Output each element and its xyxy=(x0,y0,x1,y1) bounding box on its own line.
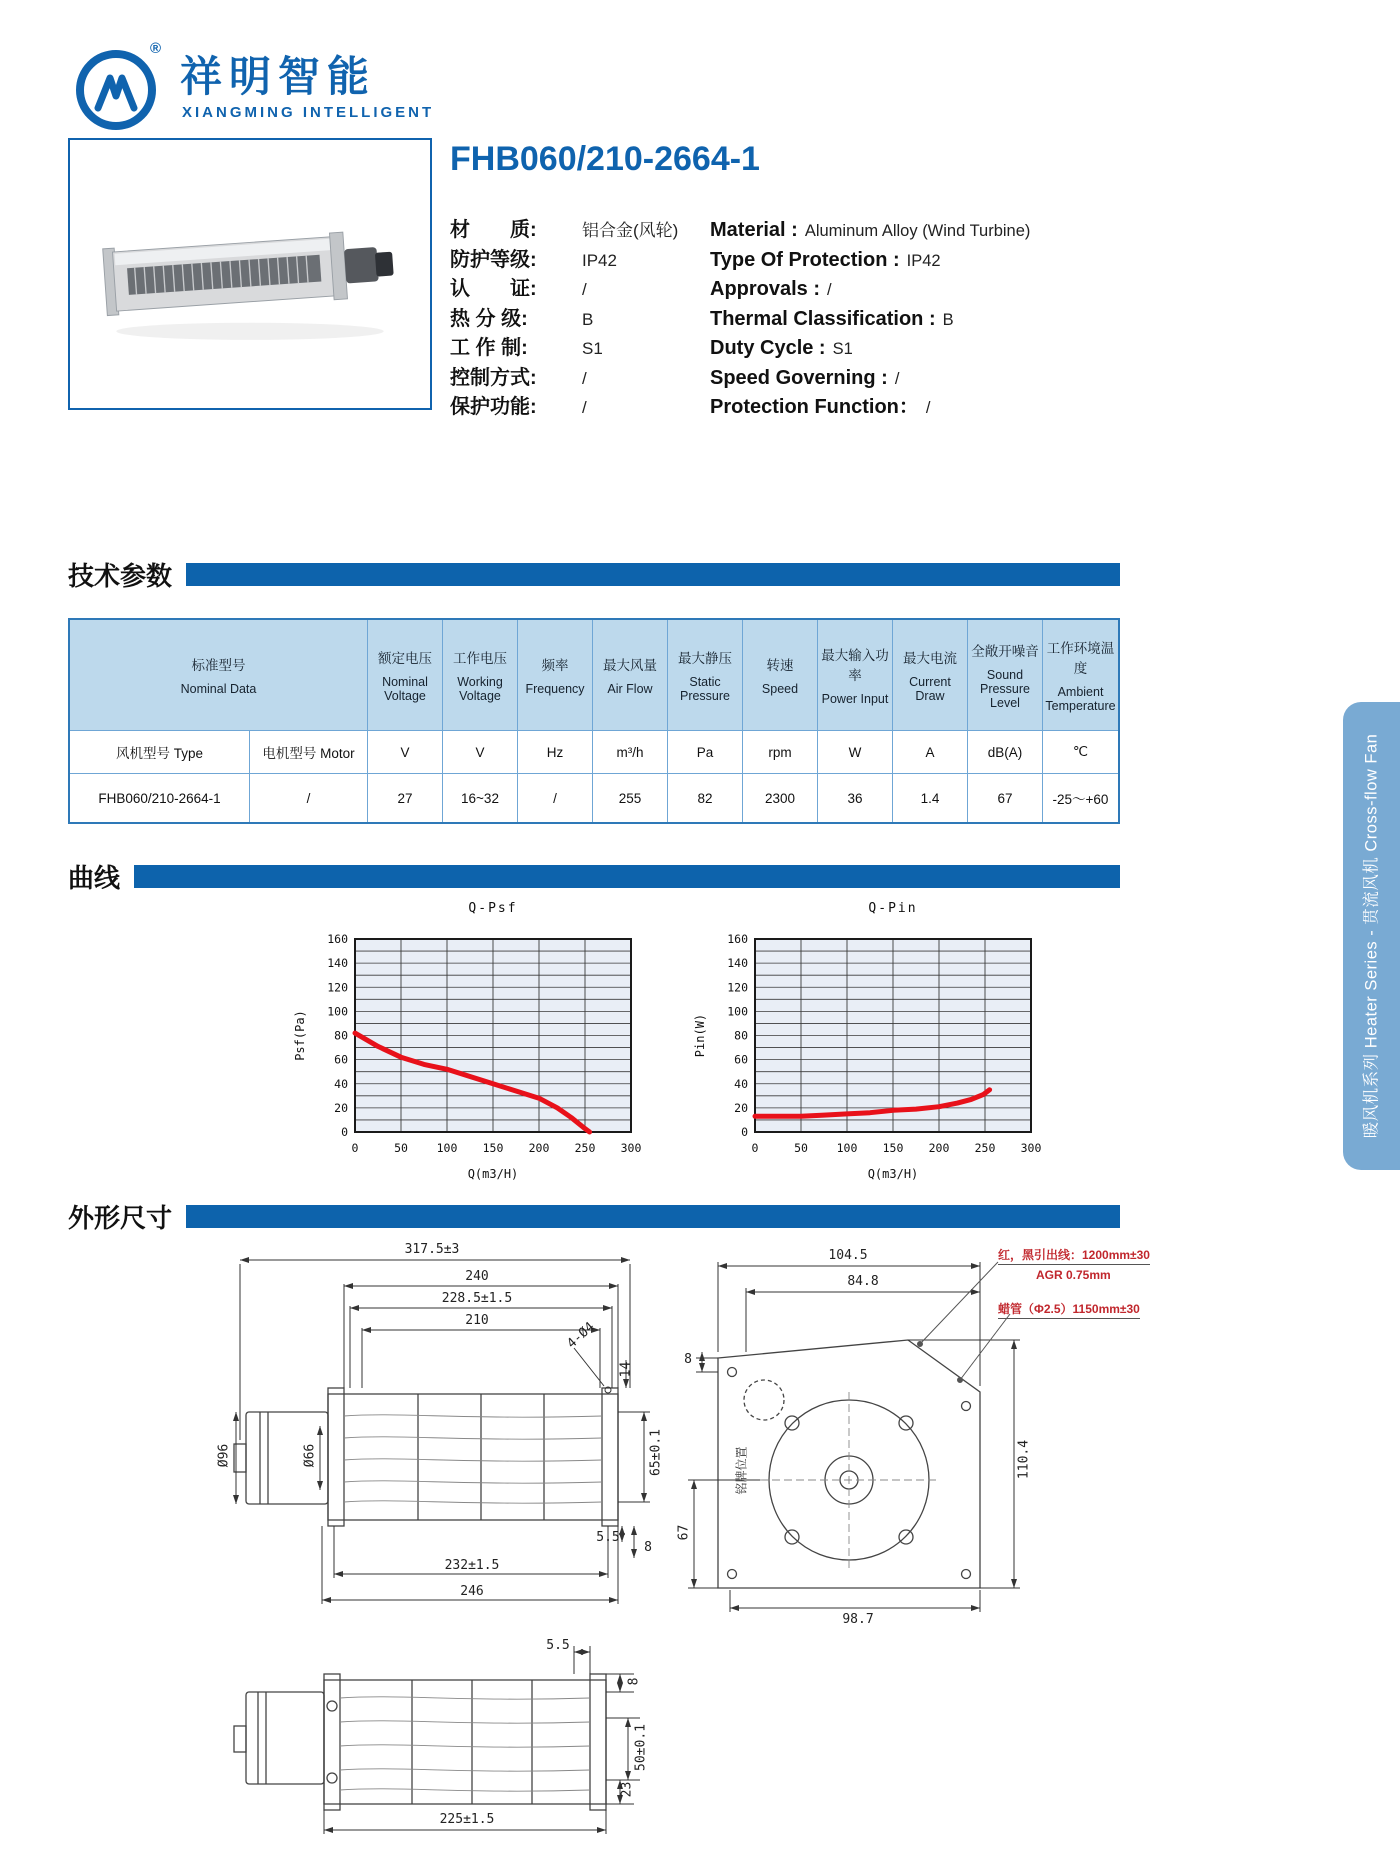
table-unit-cell: 风机型号 Type xyxy=(70,731,250,774)
section-title-tech: 技术参数 xyxy=(68,561,173,591)
spec-cn-label: 认 证: xyxy=(450,278,537,300)
dimension-drawing-side-view xyxy=(216,1240,668,1632)
svg-text:Pin(W): Pin(W) xyxy=(693,1013,707,1058)
header-label-en: Nominal Data xyxy=(180,682,257,696)
header-label-cn: 最大输入功率 xyxy=(821,648,889,683)
svg-text:40: 40 xyxy=(734,1076,748,1091)
svg-text:0: 0 xyxy=(751,1141,759,1155)
section-bar xyxy=(134,865,1120,888)
spec-cn-label: 控制方式: xyxy=(450,366,537,389)
svg-text:0: 0 xyxy=(341,1125,348,1139)
svg-text:50: 50 xyxy=(794,1141,808,1155)
svg-text:140: 140 xyxy=(327,956,348,971)
table-header-cell xyxy=(1043,620,1118,731)
spec-cn-label: 防护等级: xyxy=(450,248,537,271)
brand-name-en: XIANGMING INTELLIGENT xyxy=(182,104,435,121)
spec-cn-label: 工 作 制: xyxy=(450,337,528,359)
table-value-cell: FHB060/210-2664-1 xyxy=(70,774,250,822)
spec-en-value: B xyxy=(942,310,954,329)
table-unit-cell: Pa xyxy=(668,731,743,774)
spec-row xyxy=(450,302,1140,332)
dimension-drawing-bottom-view xyxy=(222,1630,668,1852)
dim-104-5: 104.5 xyxy=(828,1248,868,1263)
header-label-cn: 最大风量 xyxy=(603,658,657,673)
table-value-cell: / xyxy=(518,774,593,822)
header-label-en: Nominal Voltage xyxy=(382,675,428,703)
table-header-cell xyxy=(968,620,1043,731)
spec-en-label: Thermal Classification : xyxy=(710,307,936,330)
dim-4-holes: 4-Ø4 xyxy=(564,1319,598,1352)
svg-text:Q(m3/H): Q(m3/H) xyxy=(867,1167,919,1181)
spec-en-label: Speed Governing : xyxy=(710,366,888,389)
header-label-cn: 全敞开噪音 xyxy=(971,644,1039,659)
table-header-cell xyxy=(368,620,443,731)
registered-mark: ® xyxy=(150,40,162,57)
header-label-en: Ambient Temperature xyxy=(1045,685,1116,713)
svg-text:120: 120 xyxy=(727,980,748,995)
svg-text:50: 50 xyxy=(394,1141,408,1155)
dim-232: 232±1.5 xyxy=(444,1558,500,1573)
header-label-en: Air Flow xyxy=(607,682,653,696)
svg-text:300: 300 xyxy=(620,1141,642,1155)
svg-text:Q(m3/H): Q(m3/H) xyxy=(467,1167,519,1181)
svg-text:100: 100 xyxy=(436,1141,458,1155)
svg-text:20: 20 xyxy=(334,1100,348,1115)
spec-row xyxy=(450,213,1140,243)
table-header-cell xyxy=(593,620,668,731)
section-curves xyxy=(68,858,1120,895)
spec-en-value: S1 xyxy=(832,340,853,358)
nameplate-position-label: 铭牌位置 xyxy=(734,1446,749,1495)
spec-en-label: Approvals : xyxy=(710,278,821,300)
spec-row xyxy=(450,331,1140,361)
table-header-cell xyxy=(893,620,968,731)
spec-cn-value: / xyxy=(582,368,587,388)
header-label-cn: 最大静压 xyxy=(678,651,732,666)
table-header-cell xyxy=(668,620,743,731)
spec-row xyxy=(450,243,1140,273)
dim-110-4: 110.4 xyxy=(1016,1439,1032,1480)
svg-text:250: 250 xyxy=(974,1141,996,1155)
svg-text:60: 60 xyxy=(334,1052,348,1067)
svg-text:140: 140 xyxy=(727,956,748,971)
spec-list xyxy=(450,213,1140,420)
table-unit-cell: V xyxy=(443,731,518,774)
table-value-cell: 16~32 xyxy=(443,774,518,822)
header-label-cn: 频率 xyxy=(541,658,569,673)
spec-en-label: Type Of Protection : xyxy=(710,248,900,271)
spec-en-value: / xyxy=(894,369,900,388)
table-unit-cell: A xyxy=(893,731,968,774)
header-label-en: Working Voltage xyxy=(457,675,503,703)
section-bar xyxy=(186,563,1120,586)
header-label-en: Frequency xyxy=(525,682,585,696)
table-value-cell: 67 xyxy=(968,774,1043,822)
spec-cn-label: 热 分 级: xyxy=(450,307,528,330)
table-value-cell: 2300 xyxy=(743,774,818,822)
table-header-cell xyxy=(443,620,518,731)
table-value-cell: 36 xyxy=(818,774,893,822)
spec-en-value: / xyxy=(925,399,931,417)
dimension-drawing-end-view xyxy=(668,1240,1188,1632)
header-label-cn: 转速 xyxy=(766,658,794,673)
dim-14: 14 xyxy=(618,1361,634,1378)
product-photo-box xyxy=(68,138,432,410)
wire-note-red-black: 红，黑引出线：1200mm±30 xyxy=(998,1246,1150,1265)
spec-cn-value: / xyxy=(582,280,587,299)
dim-210: 210 xyxy=(465,1313,489,1328)
spec-row xyxy=(450,272,1140,302)
table-value-cell: 27 xyxy=(368,774,443,822)
header-label-cn: 工作环境温度 xyxy=(1046,641,1115,676)
dim-8-bottom: 8 xyxy=(626,1677,642,1686)
svg-text:60: 60 xyxy=(734,1052,748,1067)
table-value-cell: 82 xyxy=(668,774,743,822)
svg-text:160: 160 xyxy=(727,932,748,946)
dim-98-7: 98.7 xyxy=(842,1612,874,1627)
table-unit-cell: m³/h xyxy=(593,731,668,774)
header-label-en: Power Input xyxy=(821,692,889,706)
table-unit-cell: dB(A) xyxy=(968,731,1043,774)
chart-q-pin xyxy=(652,892,1052,1192)
header-label-en: Static Pressure xyxy=(679,675,731,703)
table-unit-cell: V xyxy=(368,731,443,774)
wire-note-agr: AGR 0.75mm xyxy=(1036,1268,1111,1282)
dim-65: 65±0.1 xyxy=(648,1429,664,1476)
svg-text:40: 40 xyxy=(334,1076,348,1091)
table-unit-cell: rpm xyxy=(743,731,818,774)
spec-en-label: Protection Function： xyxy=(710,396,919,418)
table-header-cell xyxy=(70,620,368,731)
spec-en-value: / xyxy=(827,281,832,299)
wire-note-sleeve: 蜡管（Φ2.5）1150mm±30 xyxy=(998,1300,1140,1319)
spec-en-value: IP42 xyxy=(906,251,941,270)
dim-total-length: 317.5±3 xyxy=(404,1242,460,1257)
dim-240: 240 xyxy=(465,1269,489,1284)
series-side-tab xyxy=(1343,702,1400,1170)
chart-q-psf xyxy=(252,892,652,1192)
svg-text:Q-Pin: Q-Pin xyxy=(868,901,918,916)
table-unit-cell: ℃ xyxy=(1043,731,1118,774)
svg-text:100: 100 xyxy=(327,1004,348,1019)
spec-row xyxy=(450,361,1140,391)
product-photo xyxy=(80,154,420,394)
brand-logo-icon xyxy=(72,46,168,138)
table-unit-cell: W xyxy=(818,731,893,774)
section-title-curves: 曲线 xyxy=(68,863,121,893)
header-label-cn: 额定电压 xyxy=(378,651,432,666)
table-unit-cell: Hz xyxy=(518,731,593,774)
table-value-cell: / xyxy=(250,774,368,822)
svg-text:0: 0 xyxy=(351,1141,359,1155)
svg-text:250: 250 xyxy=(574,1141,596,1155)
dim-228-5: 228.5±1.5 xyxy=(441,1291,513,1306)
spec-cn-label: 材 质: xyxy=(450,219,537,241)
section-title-dims: 外形尺寸 xyxy=(68,1203,173,1233)
dim-23: 23 xyxy=(619,1781,635,1798)
dim-8-end-view: 8 xyxy=(684,1352,692,1367)
dim-8: 8 xyxy=(644,1540,652,1555)
dim-246: 246 xyxy=(460,1584,484,1599)
table-header-cell xyxy=(743,620,818,731)
svg-text:0: 0 xyxy=(741,1125,748,1139)
tech-table xyxy=(68,618,1120,824)
table-value-cell: 255 xyxy=(593,774,668,822)
brand-name-cn: 祥明智能 xyxy=(180,53,377,100)
svg-text:160: 160 xyxy=(327,932,348,946)
svg-text:150: 150 xyxy=(482,1141,504,1155)
section-dimensions xyxy=(68,1198,1120,1235)
svg-text:100: 100 xyxy=(836,1141,858,1155)
svg-text:20: 20 xyxy=(734,1100,748,1115)
spec-en-label: Material : xyxy=(710,219,798,241)
spec-cn-value: B xyxy=(582,309,594,329)
dim-225: 225±1.5 xyxy=(439,1812,495,1827)
svg-text:Psf(Pa): Psf(Pa) xyxy=(293,1010,307,1061)
dim-5-5-bottom: 5.5 xyxy=(546,1638,570,1653)
spec-cn-value: S1 xyxy=(582,339,603,358)
spec-row xyxy=(450,390,1140,420)
svg-text:300: 300 xyxy=(1020,1141,1042,1155)
header-label-en: Current Draw xyxy=(909,675,951,703)
svg-text:Q-Psf: Q-Psf xyxy=(468,901,518,916)
dim-50: 50±0.1 xyxy=(633,1724,649,1771)
header-label-en: Speed xyxy=(761,682,799,696)
spec-en-value: Aluminum Alloy (Wind Turbine) xyxy=(804,222,1031,240)
page-title: FHB060/210-2664-1 xyxy=(450,140,760,178)
header-label-en: Sound Pressure Level xyxy=(979,668,1031,710)
spec-cn-value: / xyxy=(582,398,587,417)
table-value-cell: -25～+60 xyxy=(1052,792,1109,807)
svg-text:150: 150 xyxy=(882,1141,904,1155)
spec-cn-label: 保护功能: xyxy=(450,396,537,418)
dim-84-8: 84.8 xyxy=(847,1274,879,1289)
spec-cn-value: 铝合金(风轮) xyxy=(582,221,679,240)
table-header-cell xyxy=(818,620,893,731)
series-side-tab-label: 暖风机系列 Heater Series - 贯流风机 Cross-flow Fan xyxy=(1362,733,1380,1139)
section-tech-params xyxy=(68,556,1120,593)
header-label-cn: 最大电流 xyxy=(903,651,957,666)
svg-text:200: 200 xyxy=(528,1141,550,1155)
table-unit-cell: 电机型号 Motor xyxy=(250,731,368,774)
svg-text:120: 120 xyxy=(327,980,348,995)
section-bar xyxy=(186,1205,1120,1228)
table-value-cell: 1.4 xyxy=(893,774,968,822)
svg-text:80: 80 xyxy=(334,1028,348,1043)
header-label-cn: 工作电压 xyxy=(453,651,507,666)
svg-text:100: 100 xyxy=(727,1004,748,1019)
svg-text:80: 80 xyxy=(734,1028,748,1043)
spec-cn-value: IP42 xyxy=(582,250,617,270)
header-label-cn: 标准型号 xyxy=(191,658,246,673)
spec-en-label: Duty Cycle : xyxy=(710,337,826,359)
dim-dia-96: Ø96 xyxy=(216,1443,232,1468)
table-header-cell xyxy=(518,620,593,731)
svg-text:200: 200 xyxy=(928,1141,950,1155)
dim-5-5: 5.5 xyxy=(596,1530,620,1545)
dim-dia-66: Ø66 xyxy=(302,1443,318,1468)
dim-67: 67 xyxy=(676,1524,692,1541)
